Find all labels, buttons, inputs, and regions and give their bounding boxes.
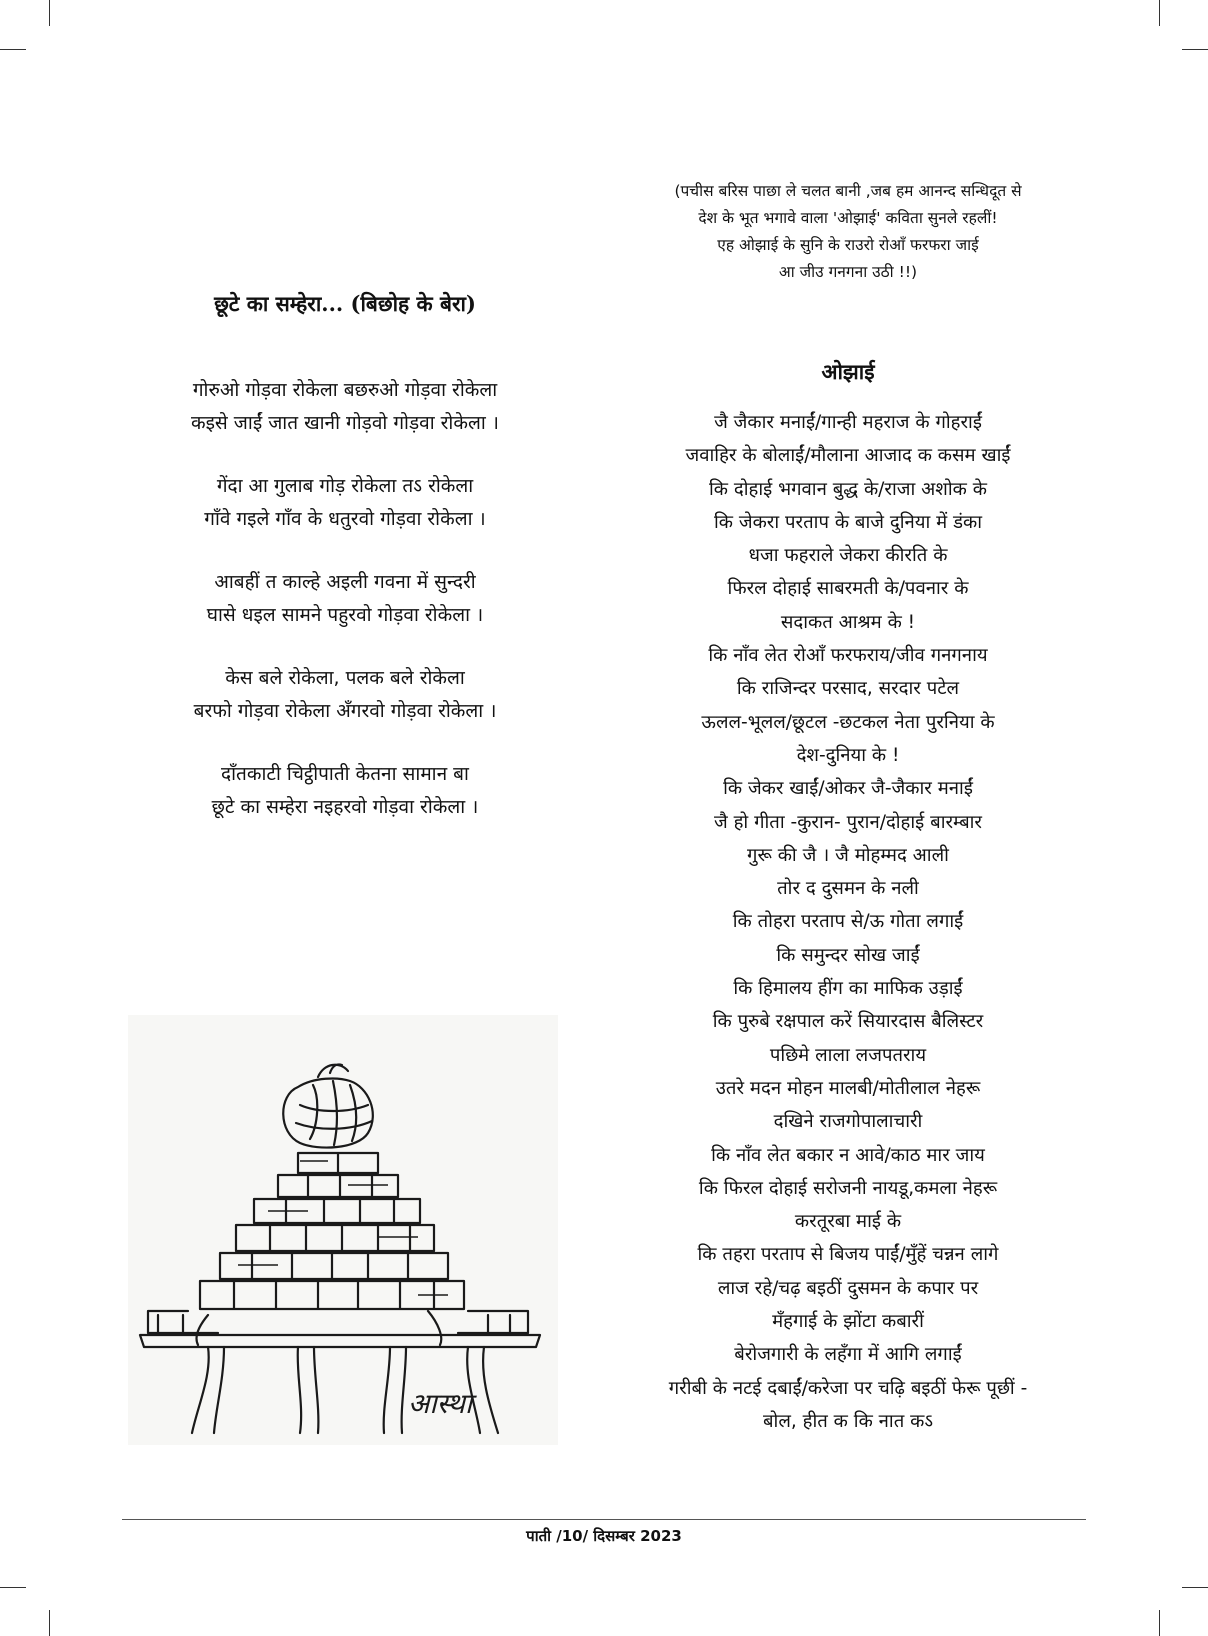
poem-line: गोरुओ गोड़वा रोकेला बछरुओ गोड़वा रोकेला [192,379,498,401]
poem-line: कि तहरा परताप से बिजय पाईं/मुँहें चन्नन लागे [697,1244,999,1266]
crop-mark [1182,1587,1208,1588]
stanza [120,566,570,632]
poem-line: पछिमे लाला लजपतराय [769,1044,927,1066]
stanza [120,758,570,824]
poem-line: कि दोहाई भगवान बुद्ध के/राजा अशोक के [709,478,987,500]
poem-line: लाज रहे/चढ़ बइठीं दुसमन के कपार पर [717,1277,979,1299]
poem-line: केस बले रोकेला, पलक बले रोकेला [225,667,465,689]
poem-line: गरीबी के नटई दबाईं/करेजा पर चढ़ि बइठीं फेरू पूछीं - [668,1377,1028,1399]
intro-line: देश के भूत भगावे वाला 'ओझाई' कविता सुनले रहलीं! [698,209,998,227]
poem-line: गुरू की जै । जै मोहम्मद आली [747,844,949,866]
poem-line: बोल, हीत क कि नात कऽ [762,1410,933,1432]
poem-line: सदाकत आश्रम के ! [780,611,916,633]
poem-line: दखिने राजगोपालाचारी [773,1111,923,1133]
stanza [120,374,570,440]
poem-line: छूटे का सम्हेरा नइहरवो गोड़वा रोकेला । [211,796,479,818]
intro-line: (पचीस बरिस पाछा ले चलत बानी ,जब हम आनन्द सन्धिदूत से [674,182,1022,200]
sketch-illustration [128,1015,558,1445]
right-poem-title: ओझाई [821,359,875,384]
poem-line: कि समुन्दर सोख जाईं [776,944,920,966]
poem-line: तोर द दुसमन के नली [777,878,919,900]
right-poem-body [598,406,1098,1438]
artist-signature: आस्था [408,1387,473,1420]
poem-line: आबहीं त काल्हे अइली गवना में सुन्दरी [214,571,476,593]
poem-line: कि राजिन्दर परसाद, सरदार पटेल [736,678,960,700]
crop-mark [49,0,50,26]
left-poem [120,290,570,854]
poem-line: बरफो गोड़वा रोकेला अँगरवो गोड़वा रोकेला । [193,700,497,722]
poem-line: मँहगाई के झोंटा कबारीं [772,1311,924,1333]
page-footer: पाती /10/ दिसम्बर 2023 [526,1527,682,1545]
crop-mark [0,49,26,50]
left-poem-title: छूटे का सम्हेरा... (बिछोह के बेरा) [214,291,476,316]
poem-line: देश-दुनिया के ! [796,744,900,766]
poem-line: घासे धइल सामने पहुरवो गोड़वा रोकेला । [206,604,484,626]
poem-line: कि फिरल दोहाई सरोजनी नायडू,कमला नेहरू [698,1177,998,1199]
poem-line: गेंदा आ गुलाब गोड़ रोकेला तऽ रोकेला [216,475,474,497]
footer-rule [122,1519,1086,1520]
crop-mark [1182,49,1208,50]
crop-mark [1159,1610,1160,1636]
stanza [120,470,570,536]
bundle-on-bricks-drawing [128,1015,558,1445]
poem-line: ऊलल-भूलल/छूटल -छटकल नेता पुरनिया के [701,711,995,733]
poem-line: जै जैकार मनाईं/गान्ही महराज के गोहराईं [714,412,982,433]
poem-line: कि जेकर खाईं/ओकर जै-जैकार मनाईं [723,778,973,800]
poem-line: कि नाँव लेत बकार न आवे/काठ मार जाय [711,1144,985,1166]
poem-line: करतूरबा माई के [794,1211,902,1233]
poem-line: बेरोजगारी के लहँगा में आगि लगाईं [734,1344,962,1366]
intro-line: आ जीउ गनगना उठी !!) [778,263,918,281]
right-poem [598,178,1098,1438]
poem-line: कि हिमालय हींग का माफिक उड़ाईं [733,978,963,1000]
poem-line: कि नाँव लेत रोआँ फरफराय/जीव गनगनाय [708,645,988,667]
poem-line: गाँवे गइले गाँव के धतुरवो गोड़वा रोकेला । [204,508,486,530]
poem-line: जै हो गीता -कुरान- पुरान/दोहाई बारम्बार [713,811,982,833]
crop-mark [0,1587,26,1588]
crop-mark [1159,0,1160,26]
poem-intro-note [598,178,1098,286]
poem-line: कइसे जाईं जात खानी गोड़वो गोड़वा रोकेला । [191,412,499,434]
intro-line: एह ओझाई के सुनि के राउरो रोआँ फरफरा जाई [717,236,979,254]
poem-line: उतरे मदन मोहन मालबी/मोतीलाल नेहरू [715,1077,981,1099]
poem-line: फिरल दोहाई साबरमती के/पवनार के [727,578,969,600]
stanza [120,662,570,728]
poem-line: दाँतकाटी चिट्ठीपाती केतना सामान बा [221,763,469,785]
poem-line: धजा फहराले जेकरा कीरति के [748,545,948,567]
poem-line: कि तोहरा परताप से/ऊ गोता लगाईं [732,911,964,933]
poem-line: कि पुरुबे रक्षपाल करें सियारदास बैलिस्टर [712,1011,984,1033]
poem-line: कि जेकरा परताप के बाजे दुनिया में डंका [713,511,983,533]
poem-line: जवाहिर के बोलाईं/मौलाना आजाद क कसम खाईं [685,445,1011,467]
crop-mark [49,1610,50,1636]
